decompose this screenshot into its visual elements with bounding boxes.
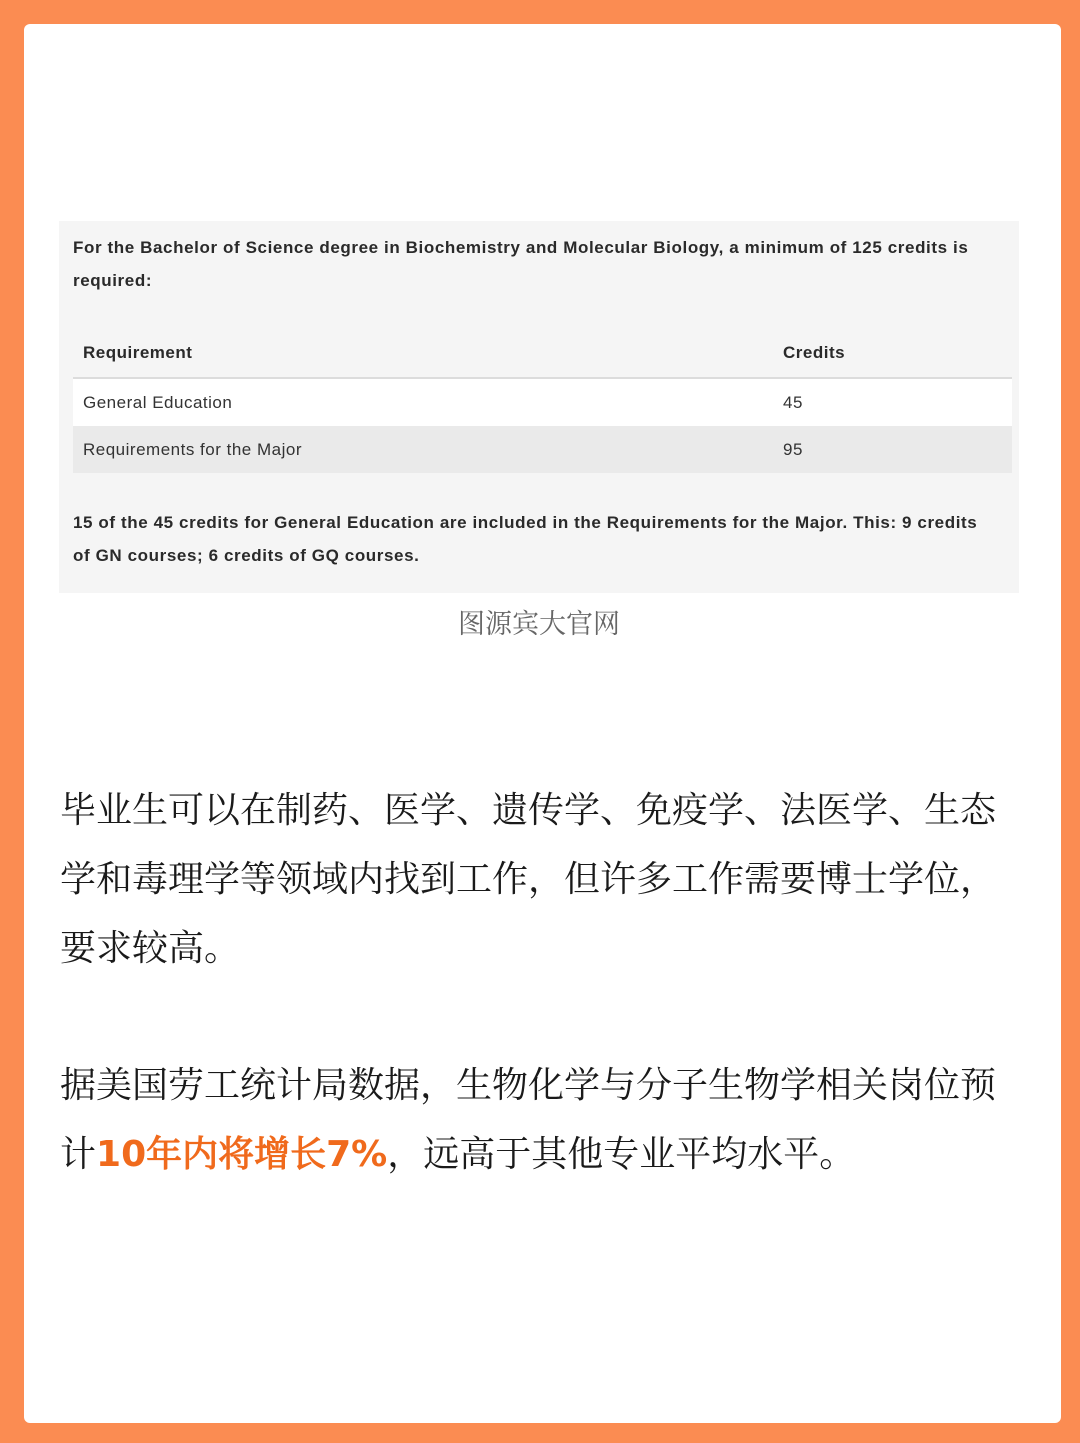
row-requirement: Requirements for the Major bbox=[73, 426, 773, 473]
paragraph-prefix: 据美国劳工统计局数据，生物化学与分子生物学相关岗位预计 bbox=[60, 1065, 997, 1175]
degree-requirements-screenshot bbox=[59, 221, 1019, 593]
content-card bbox=[24, 24, 1061, 1423]
table-row bbox=[73, 378, 1012, 426]
row-credits: 95 bbox=[773, 426, 1012, 473]
image-caption: 图源宾大官网 bbox=[458, 609, 620, 640]
header-requirement: Requirement bbox=[73, 329, 773, 378]
requirements-table bbox=[73, 329, 1012, 473]
row-credits: 45 bbox=[773, 378, 1012, 426]
table-header-row bbox=[73, 329, 1012, 378]
growth-highlight: 10年内将增长7% bbox=[96, 1134, 388, 1175]
paragraph-suffix: ，远高于其他专业平均水平。 bbox=[387, 1134, 856, 1175]
header-credits: Credits bbox=[773, 329, 1012, 378]
requirements-note: 15 of the 45 credits for General Education are included in the Requirements for the Major. This: 9 credits of GN courses; 6 credits of GQ courses. bbox=[73, 513, 978, 565]
requirements-intro: For the Bachelor of Science degree in Biochemistry and Molecular Biology, a minimum of 125 credits is required: bbox=[73, 238, 969, 290]
table-row bbox=[73, 426, 1012, 473]
paragraph-careers: 毕业生可以在制药、医学、遗传学、免疫学、法医学、生态学和毒理学等领域内找到工作，但许多工作需要博士学位，要求较高。 bbox=[60, 790, 997, 969]
row-requirement: General Education bbox=[73, 378, 773, 426]
paragraph-job-growth bbox=[60, 1051, 1000, 1189]
